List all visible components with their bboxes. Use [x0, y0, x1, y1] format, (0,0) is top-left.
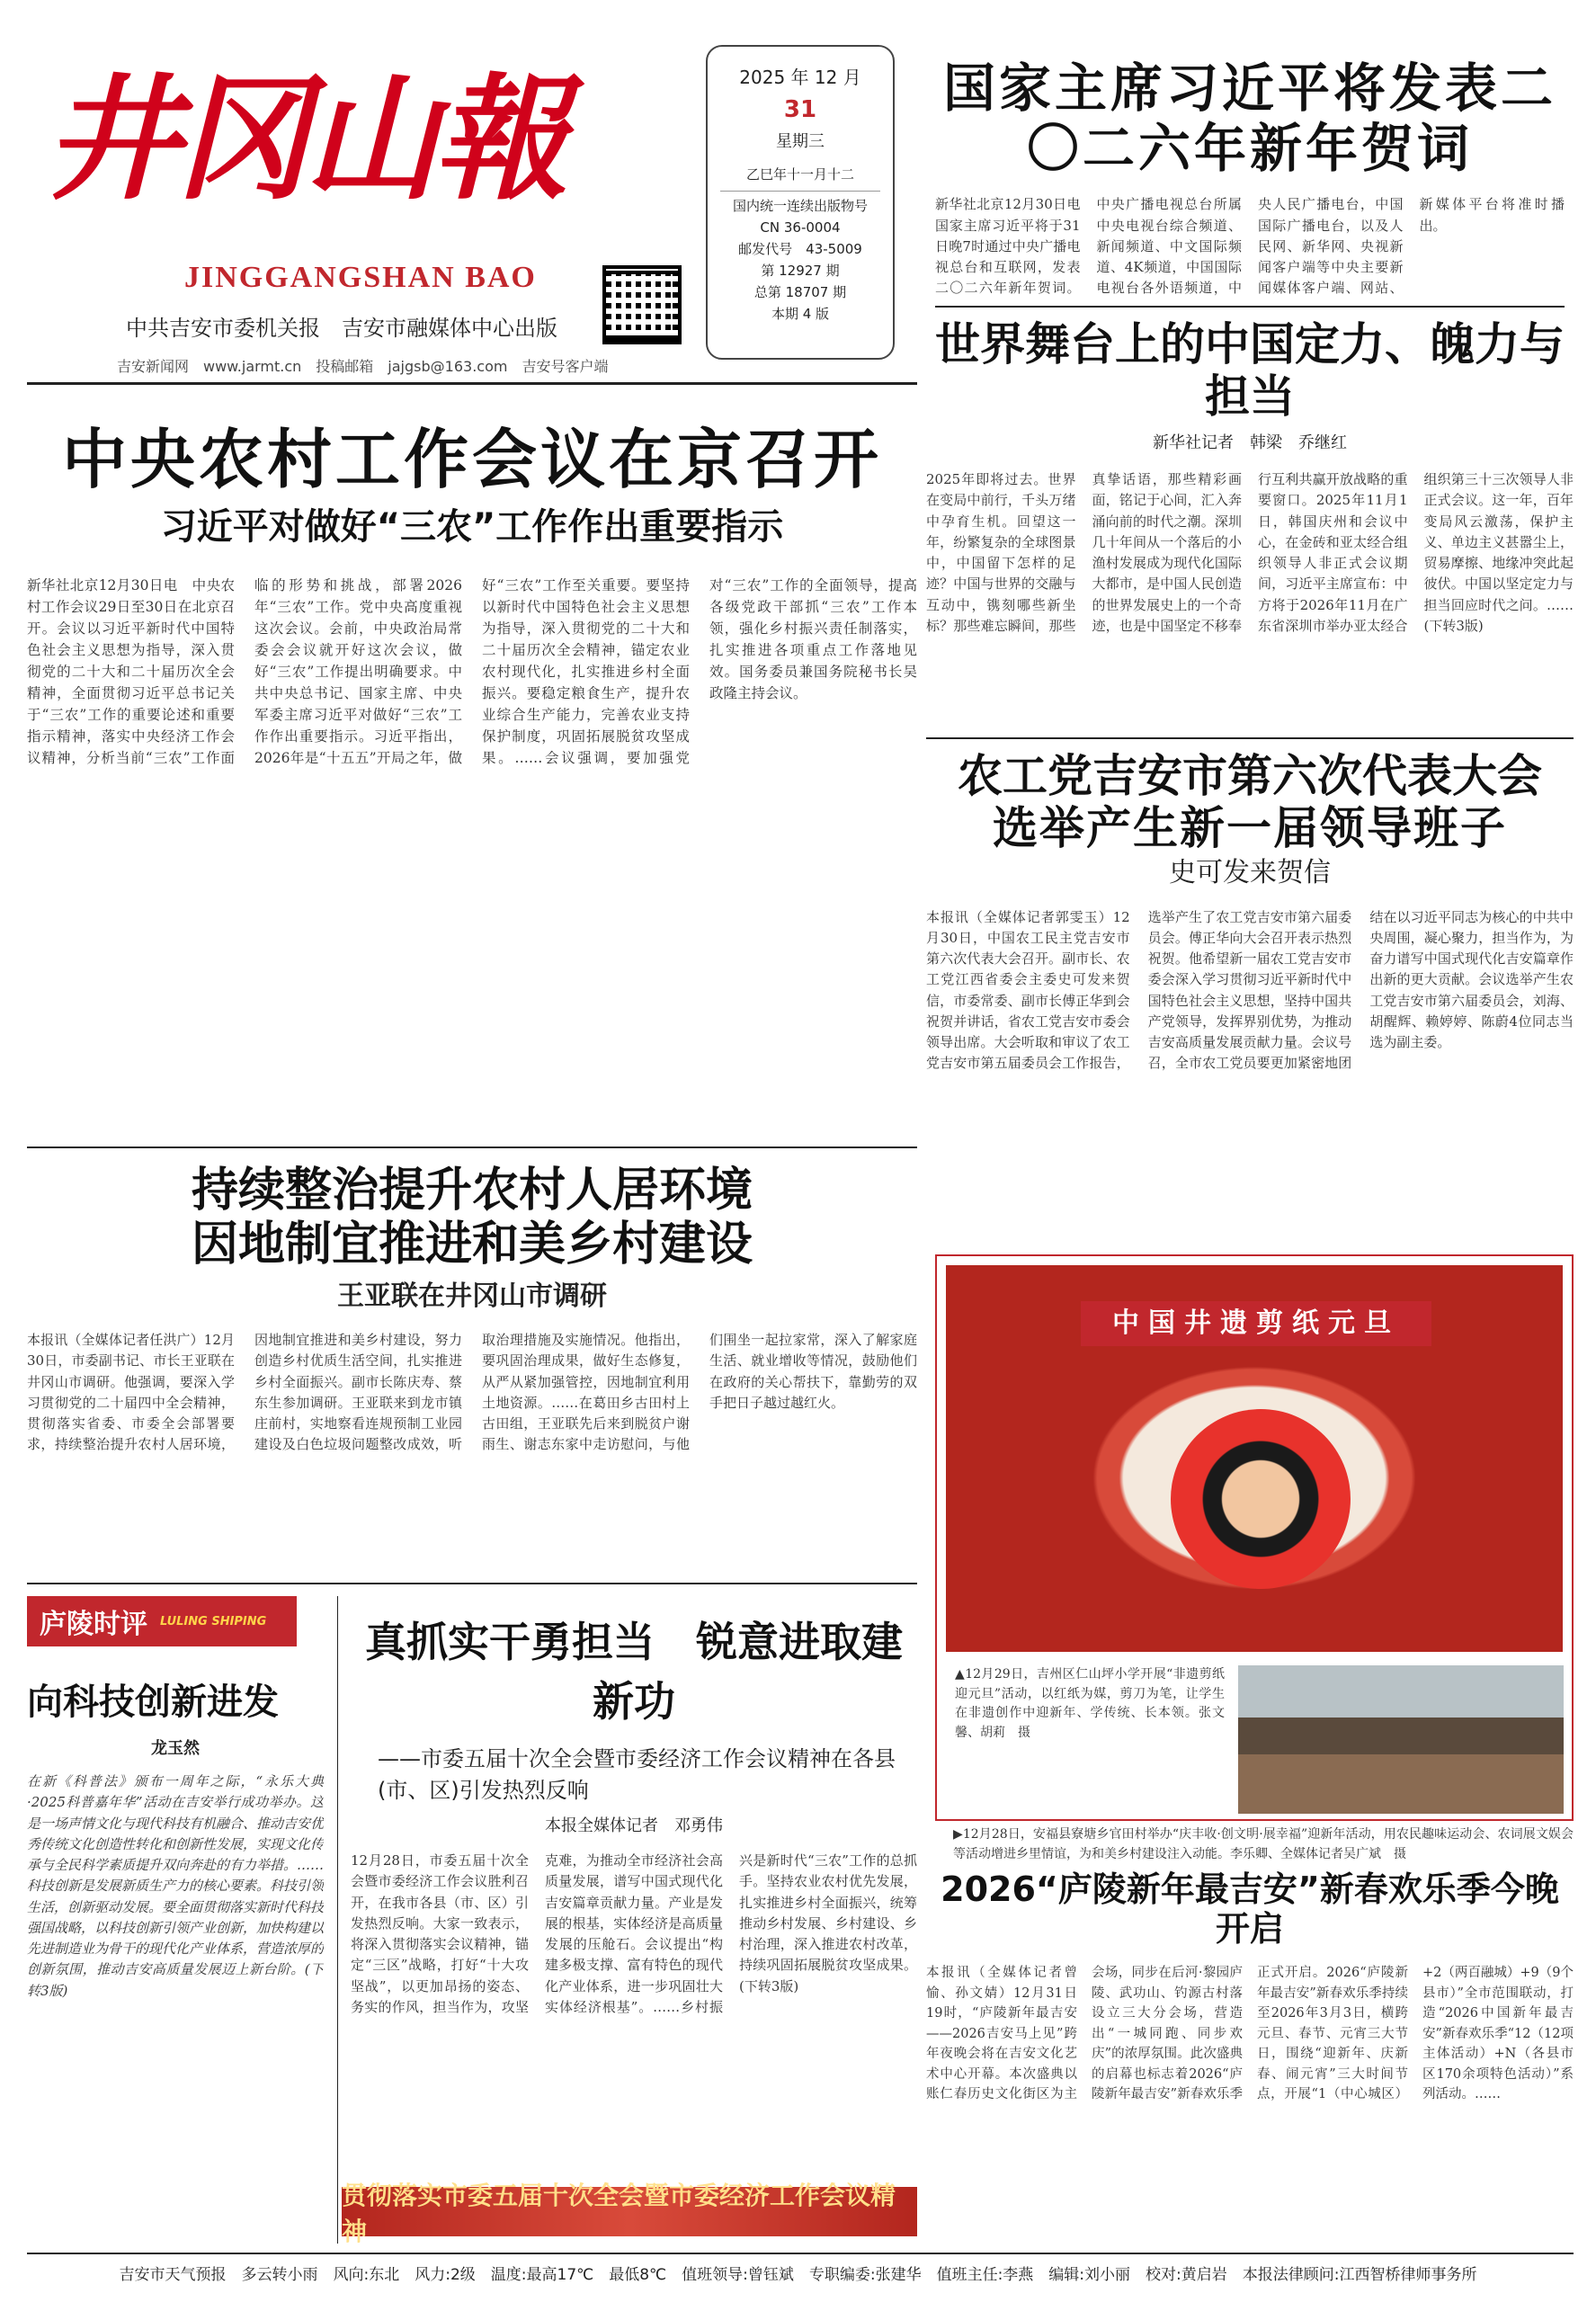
column-tag-label: 庐陵时评 — [40, 1609, 147, 1640]
byline: 新华社记者 韩梁 乔继红 — [1153, 433, 1347, 452]
article-body: 2025年即将过去。世界在变局中前行，千头万绪中孕育生机。回望这一年，纷繁复杂的全球图景中，中国留下怎样的足迹？中国与世界的交融与互动中，镌刻哪些新坐标？那些难忘瞬间，那些真挚话语，那些精彩画面，铭记于心间，汇入奔涌向前的时代之潮。深圳几十年间从一个落后的小渔村发展成为现代化国际大都市，是中国人民创造的世界发展史上的一个奇迹，也是中国坚定不移奉行互利共赢开放战略的重要窗口。2025年11月1日，韩国庆州和会议中心，在金砖和亚太经合组织领导人非正式会议期间，习近平主席宣布：中方将于2026年11月在广东省深圳市举办亚太经合组织第三十三次领导人非正式会议。这一年，百年变局风云激荡，保护主义、单边主义甚嚣尘上，贸易摩擦、地缘冲突此起彼伏。中国以坚定定力与担当回应时代之问。……(下转3版) — [926, 471, 1574, 634]
article-body: 新华社北京12月30日电 中央农村工作会议29日至30日在北京召开。会议以习近平新时代中国特色社会主义思想为指导，深入贯彻党的二十大和二十届历次全会精神，全面贯彻习近平总书记关于“三农”工作的重要论述和重要指示精神，落实中央经济工作会议精神，分析当前“三农”工作面临的形势和挑战，部署2026年“三农”工作。党中央高度重视这次会议。会前，中央政治局常委会会议就开好这次会议，做好“三农”工作提出明确要求。中共中央总书记、国家主席、中央军委主席习近平对做好“三农”工作作出重要指示。习近平指出，2026年是“十五五”开局之年，做好“三农”工作至关重要。要坚持以新时代中国特色社会主义思想为指导，深入贯彻党的二十大和二十届历次全会精神，锚定农业农村现代化，扎实推进乡村全面振兴。要稳定粮食生产，提升农业综合生产能力，完善农业支持保护制度，巩固拓展脱贫攻坚成果。……会议强调，要加强党对“三农”工作的全面领导，提高各级党政干部抓“三农”工作本领，强化乡村振兴责任制落实，扎实推进各项重点工作落地见效。国务委员兼国务院秘书长吴政隆主持会议。 — [27, 576, 917, 766]
subhead-plenum-reactions: ——市委五届十次全会暨市委经济工作会议精神在各县(市、区)引发热烈反响 — [378, 1746, 896, 1803]
article-body: 本报讯（全媒体记者曾愉、孙文婧）12月31日19时，“庐陵新年最吉安——2026吉安马上见”跨年夜晚会将在吉安文化艺术中心开幕。本次盛典以账仁春历史文化街区为主会场，同步在后河·黎园庐陵、武功山、钓源古村落设立三大分会场，营造出“一城同跑、同步欢庆”的浓厚氛围。此次盛典的启幕也标志着2026“庐陵新年最吉安”新春欢乐季正式开启。2026“庐陵新年最吉安”新春欢乐季持续至2026年3月3日，横跨元旦、春节、元宵三大节日，围绕“迎新年、庆新春、闹元宵”三大时间节点，开展“1（中心城区）+2（两百融城）+9（9个县市）”全市范围联动，打造“2026中国新年最吉安”新春欢乐季“12（12项主体活动）+N（各县市区170余项特色活动）”系列活动。…… — [926, 1966, 1574, 2102]
byline: 龙玉然 — [151, 1739, 200, 1758]
headline-rural-environment-1[interactable]: 持续整治提升农村人居环境 — [191, 1164, 753, 1218]
headline-plenum-reactions[interactable]: 真抓实干勇担当 锐意进取建新功 — [365, 1618, 903, 1726]
headline-rural-environment-2[interactable]: 因地制宜推进和美乡村建设 — [191, 1217, 753, 1271]
photo-feature — [935, 1254, 1574, 1821]
column-tag — [27, 1596, 297, 1646]
divider — [27, 1147, 917, 1148]
article-body: 本报讯（全媒体记者郭雯玉）12月30日，中国农工民主党吉安市第六次代表大会召开。副市长、农工党江西省委会主委史可发来贺信，市委常委、副市长傅正华到会祝贺并讲话，省农工党吉安市委会领导出席。大会听取和审议了农工党吉安市第五届委员会工作报告，选举产生了农工党吉安市第六届委员会。傅正华向大会召开表示热烈祝贺。他希望新一届农工党吉安市委会深入学习贯彻习近平新时代中国特色社会主义思想，坚持中国共产党领导，发挥界别优势，为推动吉安高质量发展贡献力量。会议号召，全市农工党员要更加紧密地团结在以习近平同志为核心的中共中央周围，凝心聚力，担当作为，为奋力谱写中国式现代化吉安篇章作出新的更大贡献。会议选举产生农工党吉安市第六届委员会，刘海、胡醒辉、赖婷婷、陈蔚4位同志当选为副主委。 — [926, 908, 1574, 1072]
date-weekday: 星期三 — [776, 131, 825, 151]
page-count: 本期 4 版 — [771, 306, 830, 323]
article-rural-environment — [27, 1164, 917, 1564]
photo-caption-2: ▶12月28日，安福县寮塘乡官田村举办“庆丰收·创文明·展幸福”迎新年活动，用农民趣味运动会、农词展文娱会等活动增进乡里情谊，为和美乡村建设注入动能。李乐卿、全媒体记者吴广斌 摄 — [953, 1827, 1574, 1861]
headline-central-rural-conference[interactable]: 中央农村工作会议在京召开 — [61, 422, 882, 497]
article-world-stage — [926, 319, 1574, 766]
photo-subject — [1171, 1409, 1351, 1589]
headline-world-stage[interactable]: 世界舞台上的中国定力、魄力与担当 — [935, 318, 1565, 423]
divider — [27, 2253, 1574, 2254]
papercut-photo[interactable] — [946, 1265, 1563, 1652]
headline-party-congress-2[interactable]: 选举产生新一届领导班子 — [993, 801, 1507, 854]
article-body: 在新《科普法》颁布一周年之际，“永乐大典·2025科普嘉年华”活动在吉安举行成功举办。这是一场声情文化与现代科技有机融合、推动吉安优秀传统文化创造性转化和创新性发展，实现文化传承与全民科学素质提升双向奔赴的有力举措。……科技创新是发展新质生产力的核心要素。科技引领生活，创新驱动发展。要全面贯彻落实新时代科技强国战略，以科技创新引领产业创新，加快构建以先进制造业为骨干的现代化产业体系，营造浓厚的创新氛围，推动吉安高质量发展迈上新台阶。(下转3版) — [27, 1773, 324, 1999]
divider — [935, 306, 1565, 308]
divider — [27, 382, 917, 385]
article-central-rural-conference — [27, 423, 917, 1222]
newspaper-logo: 井冈山報 — [45, 60, 564, 219]
headline-party-congress-1[interactable]: 农工党吉安市第六次代表大会 — [958, 750, 1542, 802]
headline-commentary[interactable]: 向科技创新进发 — [27, 1682, 279, 1723]
subhead-party-congress: 史可发来贺信 — [1169, 857, 1331, 888]
publication-cn-number: CN 36-0004 — [760, 219, 841, 236]
campaign-banner-text: 贯彻落实市委五届十次全会暨市委经济工作会议精神 — [342, 2180, 896, 2246]
article-body: 本报讯（全媒体记者任洪广）12月30日，市委副书记、市长王亚联在井冈山市调研。他强调，要深入学习贯彻党的二十届四中全会精神，贯彻落实省委、市委全会部署要求，持续整治提升农村人居环境，因地制宜推进和美乡村建设，努力创造乡村优质生活空间，扎实推进乡村全面振兴。副市长陈庆寿、蔡东生参加调研。王亚联来到龙市镇庄前村，实地察看连规预制工业园建设及白色垃圾问题整改成效，听取治理措施及实施情况。他指出，要巩固治理成果，做好生态修复，从严从紧加强管控，因地制宜利用土地资源。……在葛田乡古田村上古田组，王亚联先后来到脱贫户谢雨生、谢志东家中走访慰问，与他们围坐一起拉家常，深入了解家庭生活、就业增收等情况，鼓励他们在政府的关心帮扶下，靠勤劳的双手把日子越过越红火。 — [27, 1332, 917, 1453]
divider — [27, 1583, 917, 1584]
date-day: 31 — [783, 96, 817, 123]
article-commentary — [27, 1596, 324, 2257]
column-tag-english: LULING SHIPING — [160, 1614, 267, 1628]
campaign-banner — [342, 2180, 917, 2246]
postal-code: 邮发代号 43-5009 — [738, 241, 862, 258]
date-lunar: 乙巳年十一月十二 — [720, 164, 880, 192]
article-festival — [926, 1870, 1574, 2251]
article-party-congress — [926, 751, 1574, 1222]
publication-cn-label: 国内统一连续出版物号 — [732, 198, 868, 215]
masthead-subtitle: 中共吉安市委机关报 吉安市融媒体中心出版 — [126, 316, 557, 341]
masthead — [27, 36, 683, 414]
divider — [337, 1596, 338, 2244]
footer-info: 吉安市天气预报 多云转小雨 风向:东北 风力:2级 温度:最高17℃ 最低8℃ 值班领导:曾钰斌 专职编委:张建华 值班主任:李燕 编辑:刘小丽 校对:黄启岩 本报法律顾问:江西智桥律师事务所 — [119, 2266, 1477, 2284]
article-new-year-address — [935, 58, 1565, 302]
divider — [926, 737, 1574, 739]
subhead-xi-instruction: 习近平对做好“三农”工作作出重要指示 — [160, 505, 784, 548]
village-festival-photo[interactable] — [1238, 1665, 1564, 1814]
byline: 本报全媒体记者 邓勇伟 — [545, 1816, 723, 1835]
headline-festival[interactable]: 2026“庐陵新年最吉安”新春欢乐季今晚开启 — [941, 1869, 1559, 1949]
newspaper-logo-english: JINGGANGSHAN BAO — [184, 261, 537, 294]
article-body: 12月28日，市委五届十次全会暨市委经济工作会议胜利召开，在我市各县（市、区）引发热烈反响。大家一致表示，将深入贯彻落实会议精神，锚定“三区”战略，打好“十大攻坚战”，以更加昂扬的姿态、务实的作风，担当作为，攻坚克难，为推动全市经济社会高质量发展，谱写中国式现代化吉安篇章贡献力量。产业是发展的根基，实体经济是高质量发展的压舱石。会议提出“构建多极支撑、富有特色的现代化产业体系，进一步巩固壮大实体经济根基”。……乡村振兴是新时代“三农”工作的总抓手。坚持农业农村优先发展，扎实推进乡村全面振兴，统筹推动乡村发展、乡村建设、乡村治理，深入推进农村改革，持续巩固拓展脱贫攻坚成果。(下转3版) — [351, 1852, 917, 2015]
subhead-rural-environment: 王亚联在井冈山市调研 — [337, 1280, 607, 1312]
masthead-contact: 吉安新闻网 www.jarmt.cn 投稿邮箱 jajgsb@163.com 吉安号客户端 — [117, 358, 609, 375]
photo-banner-text: 中国井遗剪纸元旦 — [1081, 1301, 1431, 1346]
photo-caption-1: ▲12月29日，吉州区仁山坪小学开展“非遗剪纸迎元旦”活动，以红纸为媒，剪刀为笔，让学生在非遗创作中迎新年、学传统、长本领。张文馨、胡莉 摄 — [955, 1667, 1225, 1741]
article-body: 新华社北京12月30日电 国家主席习近平将于31日晚7时通过中央广播电视总台和互联网，发表二〇二六年新年贺词。中央广播电视总台所属中央电视台综合频道、新闻频道、中文国际频道、4K频道，中国国际电视台各外语频道，中央人民广播电台，中国国际广播电台，以及人民网、新华网、央视新闻客户端等中央主要新闻媒体客户端、网站、新媒体平台将准时播出。 — [935, 196, 1565, 297]
date-month: 2025 年 12 月 — [739, 67, 861, 88]
date-box — [706, 45, 895, 360]
total-issue-number: 总第 18707 期 — [753, 284, 847, 301]
headline-new-year-address[interactable]: 国家主席习近平将发表二〇二六年新年贺词 — [942, 58, 1556, 179]
qr-code-icon — [602, 265, 682, 344]
issue-number: 第 12927 期 — [761, 263, 840, 280]
